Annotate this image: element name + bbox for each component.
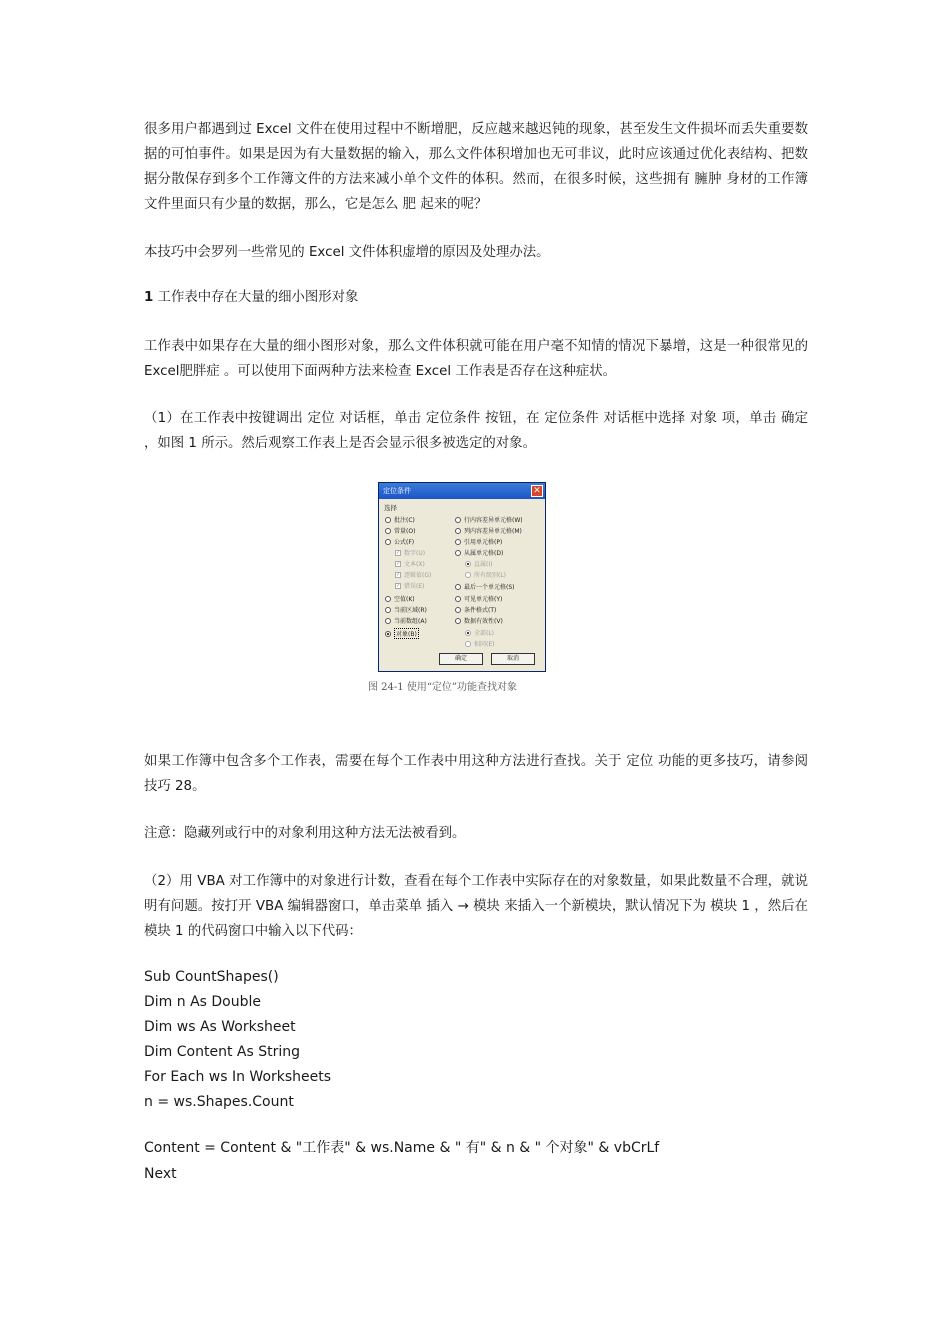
figure-caption: 图 24-1 使用“定位”功能查找对象 bbox=[368, 682, 518, 693]
code-line: n = ws.Shapes.Count bbox=[144, 1094, 294, 1110]
multi-sheet-paragraph: 如果工作簿中包含多个工作表，需要在每个工作表中用这种方法进行查找。关于 定位 功能的更多技巧，请参阅技巧 28。 bbox=[144, 754, 808, 794]
section-heading bbox=[144, 285, 808, 310]
section-number: 1 bbox=[144, 290, 154, 305]
close-icon: ✕ bbox=[531, 485, 543, 497]
option-data-validation: 数据有效性(V) bbox=[455, 616, 503, 625]
intro-paragraph: 很多用户都遇到过 Excel 文件在使用过程中不断增肥，反应越来越迟钝的现象，甚至发生文件损坏而丢失重要数据的可怕事件。如果是因为有大量数据的输入，那么文件体积增加也无可非议，此时应该通过优化表结构、把数据分散保存到多个工作簿文件的方法来减小单个文件的体积。然而，在很多时候，这些拥有 臃肿 身材的工作簿文件里面只有少量的数据，那么，它是怎么 肥 起来的呢？ bbox=[144, 122, 808, 212]
code-line: Dim Content As String bbox=[144, 1044, 300, 1060]
dialog-title: 定位条件 bbox=[383, 487, 411, 495]
option-validation-all: 全部(L) bbox=[465, 628, 494, 637]
option-current-array: 当前数组(A) bbox=[385, 616, 427, 625]
goto-special-dialog-figure bbox=[378, 482, 546, 672]
option-logicals: ✓ 逻辑值(G) bbox=[396, 571, 432, 579]
option-objects: 对象(B) bbox=[385, 628, 419, 639]
section-title: 工作表中存在大量的细小图形对象 bbox=[157, 290, 359, 305]
option-constants: 常量(O) bbox=[385, 526, 415, 535]
dialog-titlebar bbox=[379, 483, 545, 499]
option-visible-cells: 可见单元格(Y) bbox=[455, 594, 502, 603]
code-line: Next bbox=[144, 1166, 177, 1182]
code-line: Sub CountShapes() bbox=[144, 969, 279, 985]
code-line: Dim n As Double bbox=[144, 994, 262, 1010]
option-row-differences: 行内容差异单元格(W) bbox=[455, 515, 523, 524]
option-dependents: 从属单元格(D) bbox=[455, 548, 503, 557]
option-blanks: 空值(K) bbox=[385, 594, 415, 603]
code-line: For Each ws In Worksheets bbox=[144, 1069, 332, 1085]
section1-body: 工作表中如果存在大量的细小图形对象，那么文件体积就可能在用户毫不知情的情况下暴增，这是一种很常见的 Excel肥胖症 。可以使用下面两种方法来检查 Excel 工作表是否存在这种症状。 bbox=[144, 339, 808, 379]
option-errors: ✓ 错误(E) bbox=[396, 582, 425, 590]
option-last-cell: 最后一个单元格(S) bbox=[455, 582, 515, 591]
option-validation-same: 相同(E) bbox=[465, 639, 494, 648]
option-formulas: 公式(F) bbox=[385, 537, 414, 546]
option-conditional-formats: 条件格式(T) bbox=[455, 605, 496, 614]
option-numbers: ✓ 数字(U) bbox=[396, 549, 426, 557]
option-direct-only: 直属(I) bbox=[465, 559, 492, 568]
option-precedents: 引用单元格(P) bbox=[455, 537, 502, 546]
note-paragraph: 注意：隐藏列或行中的对象利用这种方法无法被看到。 bbox=[144, 826, 466, 841]
option-comments: 批注(C) bbox=[385, 515, 415, 524]
method2-paragraph: （2）用 VBA 对工作簿中的对象进行计数，查看在每个工作表中实际存在的对象数量，如果此数量不合理，就说明有问题。按打开 VBA 编辑器窗口，单击菜单 插入 → 模块 来插入一个新模块，默认情况下为 模块 1 ，然后在模块 1 的代码窗口中输入以下代码： bbox=[144, 874, 808, 939]
cancel-button: 取消 bbox=[491, 653, 535, 665]
option-current-region: 当前区域(R) bbox=[385, 605, 427, 614]
dialog-group-label: 选择 bbox=[384, 504, 397, 512]
method1-paragraph: （1）在工作表中按键调出 定位 对话框，单击 定位条件 按钮，在 定位条件 对话框中选择 对象 项，单击 确定 ，如图 1 所示。然后观察工作表上是否会显示很多被选定的对象。 bbox=[144, 411, 808, 451]
option-all-levels: 所有级别(L) bbox=[465, 570, 506, 579]
ok-button: 确定 bbox=[439, 653, 483, 665]
code-line: Content = Content & "工作表" & ws.Name & " 有" & n & " 个对象" & vbCrLf bbox=[144, 1140, 660, 1156]
option-text: ✓ 文本(X) bbox=[396, 560, 425, 568]
code-line: Dim ws As Worksheet bbox=[144, 1019, 296, 1035]
summary-paragraph: 本技巧中会罗列一些常见的 Excel 文件体积虚增的原因及处理办法。 bbox=[144, 245, 550, 260]
option-column-differences: 列内容差异单元格(M) bbox=[455, 526, 522, 535]
